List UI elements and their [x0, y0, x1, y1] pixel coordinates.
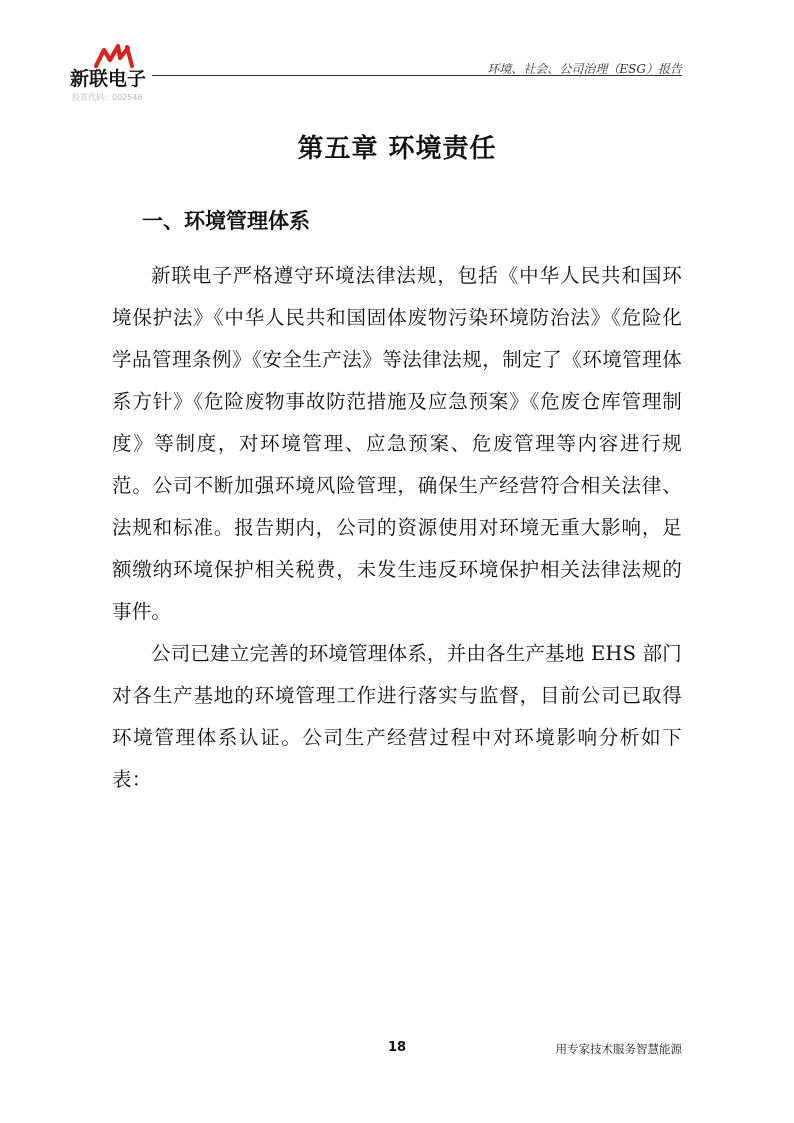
section-title: 一、环境管理体系 — [142, 208, 310, 233]
body-text — [112, 255, 682, 801]
company-logo — [70, 44, 160, 104]
paragraph: 公司已建立完善的环境管理体系，并由各生产基地 EHS 部门对各生产基地的环境管理工作进行落实与监督，目前公司已取得环境管理体系认证。公司生产经营过程中对环境影响分析如下表： — [112, 642, 682, 791]
page-header — [0, 0, 794, 110]
chapter-title: 第五章 环境责任 — [297, 134, 497, 164]
footer-slogan: 用专家技术服务智慧能源 — [555, 1042, 682, 1056]
page-number: 18 — [387, 1040, 407, 1055]
paragraph: 新联电子严格遵守环境法律法规，包括《中华人民共和国环境保护法》《中华人民共和国固体废物污染环境防治法》《危险化学品管理条例》《安全生产法》等法律法规，制定了《环境管理体系方针》《危险废物事故防范措施及应急预案》《危废仓库管理制度》等制度，对环境管理、应急预案、危废管理等内容进行规范。公司不断加强环境风险管理，确保生产经营符合相关法律、法规和标准。报告期内，公司的资源使用对环境无重大影响，足额缴纳环境保护相关税费，未发生违反环境保护相关法律法规的事件。 — [112, 264, 682, 623]
stock-code: 股票代码：002546 — [72, 93, 143, 102]
logo-text: 新联电子 — [70, 68, 147, 90]
report-title: 环境、社会、公司治理（ESG）报告 — [487, 62, 682, 76]
